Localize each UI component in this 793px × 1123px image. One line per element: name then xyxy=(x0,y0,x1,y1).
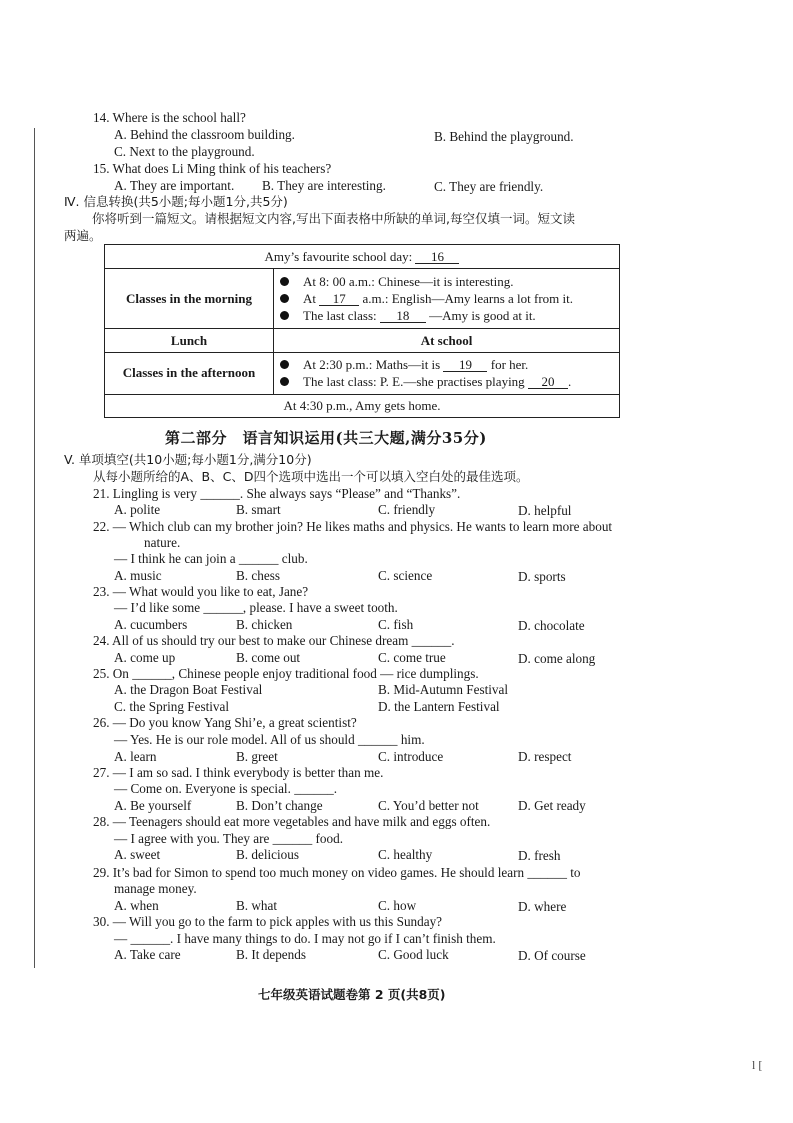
q14-option-b: B. Behind the playground. xyxy=(434,129,574,144)
q29-option-d: D. where xyxy=(518,899,567,914)
morning-item-1 xyxy=(274,273,619,290)
blank-20: 20 xyxy=(528,375,568,389)
q22-reply: — I think he can join a ______ club. xyxy=(114,551,308,566)
afternoon-item-2 xyxy=(274,373,619,390)
q28-option-c: C. healthy xyxy=(378,847,433,862)
bullet-icon xyxy=(280,277,289,286)
q22-option-d: D. sports xyxy=(518,569,566,584)
morning-item-2-pre: At xyxy=(303,290,316,306)
q24-stem: 24. All of us should try our best to make our Chinese dream ______. xyxy=(93,633,455,648)
table-title-cell xyxy=(105,245,620,269)
morning-item-3-post: —Amy is good at it. xyxy=(429,307,536,323)
section-5-instruction: 从每小题所给的A、B、C、D四个选项中选出一个可以填入空白处的最佳选项。 xyxy=(93,469,529,484)
part-2-title: 第二部分 语言知识运用(共三大题,满分35分) xyxy=(165,429,487,447)
q28-reply: — I agree with you. They are ______ food. xyxy=(114,831,344,846)
q26-option-c: C. introduce xyxy=(378,749,444,764)
q25-option-c: C. the Spring Festival xyxy=(114,699,230,714)
q22-stem: 22. — Which club can my brother join? He likes maths and physics. He wants to learn more about xyxy=(93,519,613,534)
morning-item-3-pre: The last class: xyxy=(303,307,377,323)
q30-reply: — ______. I have many things to do. I may not go if I can’t finish them. xyxy=(114,931,496,946)
blank-17: 17 xyxy=(319,292,359,306)
q30-option-c: C. Good luck xyxy=(378,947,449,962)
q28-option-b: B. delicious xyxy=(236,847,300,862)
q27-option-b: B. Don’t change xyxy=(236,798,323,813)
q29-option-a: A. when xyxy=(114,898,159,913)
q26-stem: 26. — Do you know Yang Shi’e, a great scientist? xyxy=(93,715,357,730)
q23-option-b: B. chicken xyxy=(236,617,293,632)
q27-option-c: C. You’d better not xyxy=(378,798,479,813)
q15-option-c: C. They are friendly. xyxy=(434,179,544,194)
q25-option-d: D. the Lantern Festival xyxy=(378,699,500,714)
q27-option-a: A. Be yourself xyxy=(114,798,192,813)
q14-option-c: C. Next to the playground. xyxy=(114,144,255,159)
q30-stem: 30. — Will you go to the farm to pick apples with us this Sunday? xyxy=(93,914,443,929)
q23-reply: — I’d like some ______, please. I have a sweet tooth. xyxy=(114,600,398,615)
q24-option-d: D. come along xyxy=(518,651,596,666)
q29-stem-cont: manage money. xyxy=(114,881,197,896)
binding-line xyxy=(34,128,35,968)
afternoon-label: Classes in the afternoon xyxy=(105,352,274,394)
info-table xyxy=(104,244,620,418)
q29-option-c: C. how xyxy=(378,898,417,913)
morning-item-2-post: a.m.: English—Amy learns a lot from it. xyxy=(362,290,573,306)
corner-mark: l [ xyxy=(752,1058,763,1072)
page-footer: 七年级英语试题卷第 2 页(共8页) xyxy=(258,987,446,1002)
q21-option-c: C. friendly xyxy=(378,502,436,517)
section-5-heading: V. 单项填空(共10小题;每小题1分,满分10分) xyxy=(64,452,312,467)
q27-stem: 27. — I am so sad. I think everybody is better than me. xyxy=(93,765,384,780)
q23-option-a: A. cucumbers xyxy=(114,617,188,632)
q29-stem: 29. It’s bad for Simon to spend too much money on video games. He should learn ______ to xyxy=(93,865,581,880)
q28-option-a: A. sweet xyxy=(114,847,161,862)
q21-option-a: A. polite xyxy=(114,502,161,517)
q23-option-d: D. chocolate xyxy=(518,618,585,633)
blank-18: 18 xyxy=(380,309,426,323)
q25-stem: 25. On ______, Chinese people enjoy traditional food — rice dumplings. xyxy=(93,666,479,681)
bullet-icon xyxy=(280,360,289,369)
q14-stem: 14. Where is the school hall? xyxy=(93,110,246,125)
q26-option-d: D. respect xyxy=(518,749,572,764)
q26-option-a: A. learn xyxy=(114,749,157,764)
bullet-icon xyxy=(280,311,289,320)
blank-19: 19 xyxy=(443,358,487,372)
bullet-icon xyxy=(280,377,289,386)
morning-item-3 xyxy=(274,307,619,324)
morning-item-1-text: At 8: 00 a.m.: Chinese—it is interesting. xyxy=(303,273,514,289)
afternoon-item-1-pre: At 2:30 p.m.: Maths—it is xyxy=(303,356,441,372)
afternoon-item-2-pre: The last class: P. E.—she practises playing xyxy=(303,373,525,389)
afternoon-item-1 xyxy=(274,356,619,373)
q22-option-b: B. chess xyxy=(236,568,280,583)
section-4-instruction-line1: 你将听到一篇短文。请根据短文内容,写出下面表格中所缺的单词,每空仅填一词。短文读 xyxy=(92,211,575,226)
lunch-value: At school xyxy=(274,329,620,352)
table-bottom-row: At 4:30 p.m., Amy gets home. xyxy=(105,394,620,417)
q14-option-a: A. Behind the classroom building. xyxy=(114,127,295,142)
bullet-icon xyxy=(280,294,289,303)
q15-option-a: A. They are important. xyxy=(114,178,235,193)
q24-option-c: C. come true xyxy=(378,650,446,665)
afternoon-item-2-post: . xyxy=(567,373,572,389)
q26-reply: — Yes. He is our role model. All of us should ______ him. xyxy=(114,732,425,747)
blank-16: 16 xyxy=(415,250,459,264)
q21-stem: 21. Lingling is very ______. She always says “Please” and “Thanks”. xyxy=(93,486,461,501)
q28-stem: 28. — Teenagers should eat more vegetables and have milk and eggs often. xyxy=(93,814,491,829)
table-title: Amy’s favourite school day: xyxy=(264,248,413,264)
lunch-label: Lunch xyxy=(105,329,274,352)
q15-stem: 15. What does Li Ming think of his teachers? xyxy=(93,161,332,176)
q15-option-b: B. They are interesting. xyxy=(262,178,386,193)
q27-option-d: D. Get ready xyxy=(518,798,586,813)
q23-stem: 23. — What would you like to eat, Jane? xyxy=(93,584,309,599)
q30-option-d: D. Of course xyxy=(518,948,586,963)
q21-option-d: D. helpful xyxy=(518,503,572,518)
q24-option-b: B. come out xyxy=(236,650,301,665)
afternoon-item-1-post: for her. xyxy=(490,356,529,372)
q28-option-d: D. fresh xyxy=(518,848,561,863)
q27-reply: — Come on. Everyone is special. ______. xyxy=(114,781,338,796)
q22-option-c: C. science xyxy=(378,568,433,583)
q23-option-c: C. fish xyxy=(378,617,414,632)
morning-item-2 xyxy=(274,290,619,307)
q30-option-a: A. Take care xyxy=(114,947,181,962)
q26-option-b: B. greet xyxy=(236,749,278,764)
q22-option-a: A. music xyxy=(114,568,162,583)
morning-cell xyxy=(274,269,620,329)
q22-stem-cont: nature. xyxy=(144,535,181,550)
morning-label: Classes in the morning xyxy=(105,269,274,329)
section-4-heading: Ⅳ. 信息转换(共5小题;每小题1分,共5分) xyxy=(64,194,288,209)
q30-option-b: B. It depends xyxy=(236,947,306,962)
q24-option-a: A. come up xyxy=(114,650,176,665)
section-4-instruction-line2: 两遍。 xyxy=(64,228,102,243)
afternoon-cell xyxy=(274,352,620,394)
q25-option-b: B. Mid-Autumn Festival xyxy=(378,682,509,697)
q21-option-b: B. smart xyxy=(236,502,281,517)
q29-option-b: B. what xyxy=(236,898,278,913)
q25-option-a: A. the Dragon Boat Festival xyxy=(114,682,263,697)
